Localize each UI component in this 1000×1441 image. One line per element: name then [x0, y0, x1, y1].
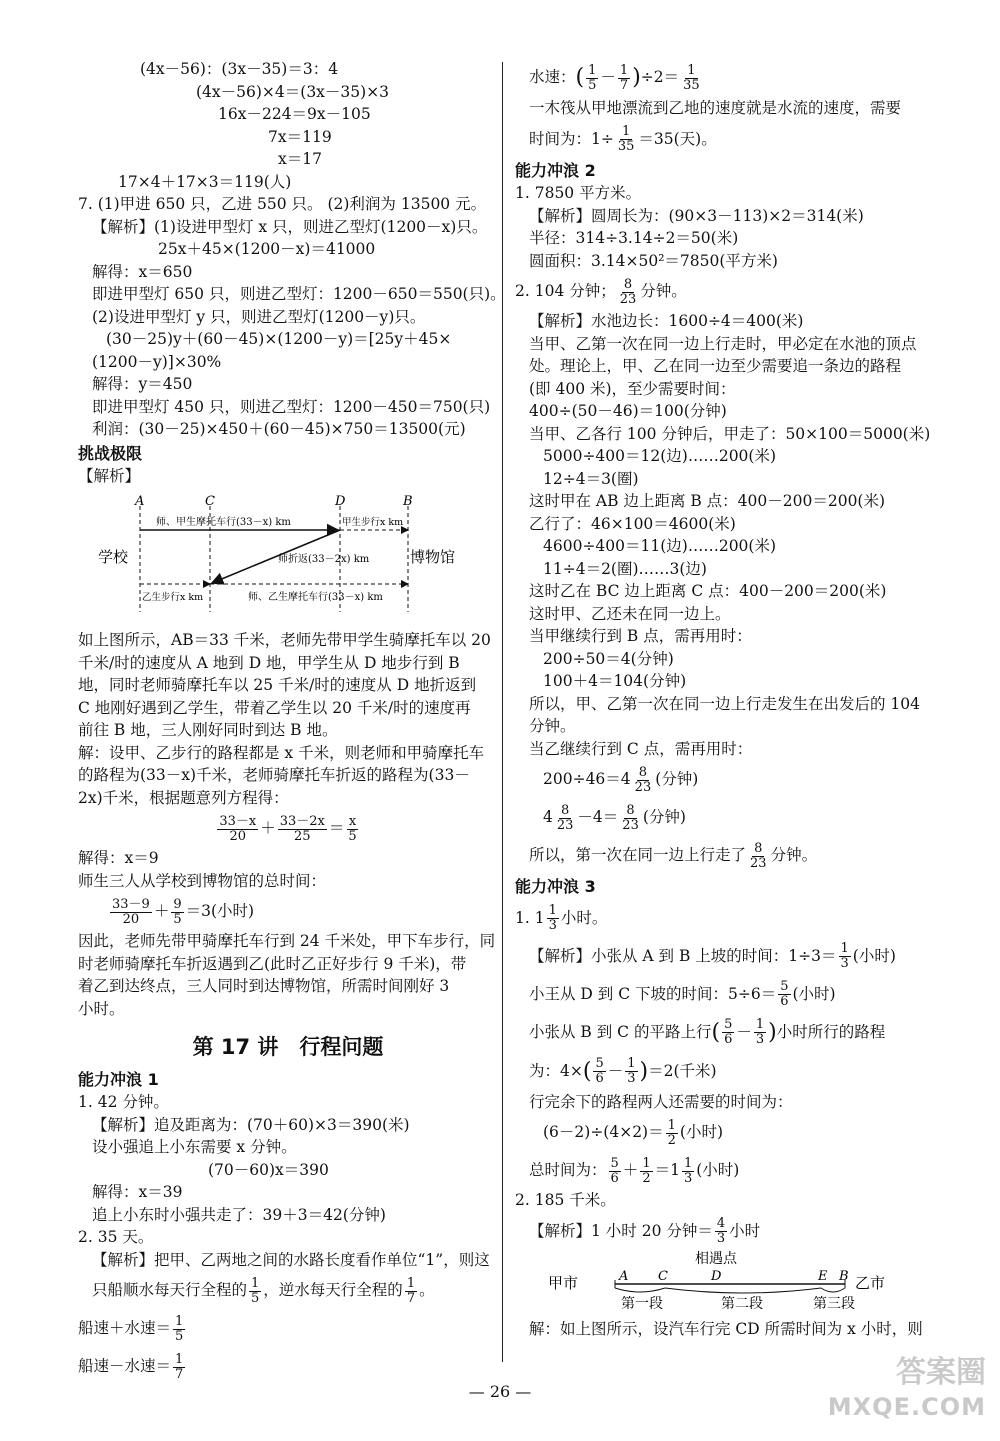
fraction: $\frac{33-x}{20}$: [219, 813, 257, 844]
text-line: 12÷4＝3(圈): [543, 469, 639, 488]
eq-line: 25x＋45×(1200－x)＝41000: [158, 240, 376, 258]
text-line: 着乙到达终点，三人同时到达博物馆，所需时间刚好 3: [78, 977, 450, 995]
point-e-label: E: [818, 1268, 828, 1284]
challenge-heading: 挑战极限: [78, 443, 143, 463]
text-line: 100＋4＝104(分钟): [543, 672, 687, 690]
text-line: 小时。: [78, 999, 125, 1018]
fraction: $\frac{5}{6}$: [610, 1155, 619, 1186]
fraction: $\frac{8}{23}$: [750, 840, 767, 871]
eq-line: 总时间为： $\frac{5}{6}$ ＋ $\frac{1}{2}$ ＝1 $\frac{1}{3}$ (小时): [529, 1155, 740, 1186]
text-line: 【解析】把甲、乙两地之间的水路长度看作单位“1”，则这: [92, 1250, 490, 1269]
text-line: 这时甲、乙还未在同一边上。: [529, 604, 731, 623]
text-line: 圆面积：3.14×50²＝7850(平方米): [529, 251, 778, 270]
text-line: 解得：x＝9: [78, 849, 159, 867]
fraction: $\frac{8}{23}$: [619, 276, 637, 307]
segment-1-label: 第一段: [621, 1295, 663, 1312]
text-line: 因此，老师先带甲骑摩托车行到 24 千米处，甲下车步行，同: [78, 932, 496, 950]
text-line: 即进甲型灯 450 只，则进乙型灯：1200－450＝750(只): [92, 397, 491, 416]
text-line: 地，同时老师骑摩托车以 25 千米/时的速度从 D 地折返到: [78, 676, 477, 694]
point-d-label: D: [335, 493, 346, 509]
section-heading-2: 能力冲浪 2: [515, 160, 596, 180]
yi-ride-label: 师、乙生摩托车行(33－x) km: [248, 591, 383, 603]
text-line: 当甲、乙第一次在同一边上行走时，甲必定在水池的顶点: [529, 334, 917, 353]
jia-walk-label: 甲生步行x km: [342, 516, 404, 528]
point-a-label: A: [619, 1268, 629, 1284]
fraction: $\frac{33-2x}{25}$: [279, 813, 325, 844]
eq-line: (4x－56)：(3x－35)＝3：4: [140, 60, 339, 78]
text-line: 乙行了：46×100＝4600(米): [529, 514, 736, 533]
section-heading-1: 能力冲浪 1: [78, 1069, 159, 1089]
point-d-label: D: [711, 1268, 722, 1284]
text-line: 解：设甲、乙步行的路程都是 x 千米，则老师和甲骑摩托车: [78, 743, 485, 762]
text-line: 半径：314÷3.14÷2＝50(米): [529, 229, 739, 247]
lecture-title: 第 17 讲 行程问题: [192, 1035, 384, 1059]
fraction: $\frac{5}{6}$: [724, 1017, 733, 1047]
fraction: $\frac{1}{3}$: [840, 941, 849, 971]
top-route-label: 师、甲生摩托车行(33－x) km: [156, 516, 291, 528]
text-line: 【解析】追及距离为：(70＋60)×3＝390(米): [92, 1115, 410, 1134]
text-line: 这时乙在 BC 边上距离 C 点：400－200＝200(米): [529, 582, 887, 600]
fraction: $\frac{33-9}{20}$: [112, 896, 150, 927]
school-label: 学校: [98, 547, 129, 566]
fraction: $\frac{1}{2}$: [642, 1155, 651, 1186]
point-b-label: B: [403, 493, 413, 509]
text-line: 5000÷400＝12(边)……200(米): [543, 447, 777, 465]
eq-line: 4 $\frac{8}{23}$ －4＝ $\frac{8}{23}$ (分钟): [543, 802, 686, 833]
segment-2-brace: [665, 1288, 821, 1293]
text-line: 2x)千米，根据题意列方程得：: [78, 788, 289, 807]
fraction: $\frac{1}{7}$: [406, 1275, 416, 1306]
fraction: $\frac{1}{7}$: [175, 1351, 184, 1382]
text-line: 4600÷400＝11(边)……200(米): [543, 537, 777, 555]
city-jia-label: 甲市: [548, 1273, 579, 1292]
analysis-tag: 【解析】: [78, 467, 141, 485]
text-line: 前往 B 地，三人刚好同时到达 B 地。: [78, 721, 338, 739]
text-line: 所以，第一次在同一边上行走了 $\frac{8}{23}$ 分钟。: [529, 840, 818, 871]
answer-line: 2. 104 分钟； $\frac{8}{23}$ 分钟。: [515, 276, 687, 307]
eq-line: 船速－水速＝ $\frac{1}{7}$: [78, 1351, 184, 1382]
segment-1-brace: [615, 1288, 665, 1292]
fraction: $\frac{1}{35}$: [617, 124, 635, 154]
text-line: 时间为：1÷ $\frac{1}{35}$ ＝35(天)。: [529, 124, 717, 154]
text-line: 【解析】(1)设进甲型灯 x 只，则进乙型灯(1200－x)只。: [92, 217, 488, 236]
text-line: 当乙继续行到 C 点，需再用时：: [529, 739, 753, 758]
answer-line: 2. 35 天。: [78, 1228, 154, 1246]
fraction: $\frac{1}{35}$: [683, 62, 700, 93]
text-line: 追上小东时小强共走了：39＋3＝42(分钟): [92, 1205, 386, 1224]
fraction: $\frac{5}{6}$: [595, 1056, 604, 1086]
text-line: 解得：x＝39: [92, 1183, 183, 1201]
answer-line: 1. 1 $\frac{1}{3}$ 小时。: [515, 903, 608, 933]
fraction: $\frac{1}{5}$: [251, 1275, 260, 1306]
fraction: $\frac{8}{23}$: [556, 802, 574, 833]
page-number: — 26 —: [468, 1382, 532, 1401]
text-line: 当甲继续行到 B 点，需再用时：: [529, 627, 752, 645]
equation-a: $\frac{33-x}{20}$ ＋ $\frac{33-2x}{25}$ ＝ $\frac{x}{5}$: [219, 813, 357, 844]
eq-line: (1200－y)]×30%: [92, 352, 222, 371]
yi-walk-label: 乙生步行x km: [142, 591, 204, 603]
meeting-point-label: 相遇点: [695, 1250, 737, 1267]
text-line: 如上图所示，AB＝33 千米，老师先带甲学生骑摩托车以 20: [78, 631, 491, 649]
point-c-label: C: [658, 1268, 668, 1284]
eq-line: 17×4＋17×3＝119(人): [118, 172, 292, 191]
fraction: $\frac{9}{5}$: [173, 896, 182, 927]
fraction: $\frac{4}{3}$: [716, 1216, 726, 1246]
text-line: 解得：y＝450: [92, 375, 193, 393]
text-line: 千米/时的速度从 A 地到 D 地，甲学生从 D 地步行到 B: [78, 653, 460, 672]
eq-line: 200÷46＝4 $\frac{8}{23}$ (分钟): [543, 764, 699, 795]
fraction: $\frac{8}{23}$: [634, 764, 652, 795]
eq-line: 7x＝119: [268, 127, 332, 146]
text-line: 分钟。: [529, 717, 576, 735]
return-route-label: 师折返(33－2x) km: [278, 553, 370, 565]
fraction: $\frac{1}{5}$: [175, 1313, 184, 1344]
watermark-logo: 答案圈 MXQE.COM: [827, 1355, 986, 1421]
fraction: $\frac{1}{7}$: [619, 62, 629, 93]
text-line: 【解析】水池边长：1600÷4＝400(米): [529, 312, 804, 330]
text-line: 【解析】小张从 A 到 B 上坡的时间：1÷3＝ $\frac{1}{3}$ (小时): [529, 941, 896, 971]
text-line: 解得：x＝650: [92, 262, 193, 281]
fraction: $\frac{1}{5}$: [588, 62, 597, 93]
text-line: 为：4×( $\frac{5}{6}$ － $\frac{1}{3}$ )＝2(千米): [529, 1056, 717, 1086]
text-line: 这时甲在 AB 边上距离 B 点：400－200＝200(米): [529, 492, 886, 510]
text-line: 即进甲型灯 650 只，则进乙型灯：1200－650＝550(只)。: [92, 285, 506, 303]
point-b-label: B: [839, 1268, 849, 1284]
eq-line: (70－60)x＝390: [208, 1160, 329, 1179]
question-7-answer: 7. (1)甲进 650 只，乙进 550 只。 (2)利润为 13500 元。: [78, 195, 487, 213]
text-line: 所以，甲、乙第一次在同一边上行走发生在出发后的 104: [529, 694, 921, 713]
fraction: $\frac{1}{3}$: [755, 1017, 765, 1047]
city-yi-label: 乙市: [855, 1273, 886, 1292]
text-line: (2)设进甲型灯 y 只，则进乙型灯(1200－y)只。: [92, 307, 426, 326]
text-line: 小王从 D 到 C 下坡的时间：5÷6＝ $\frac{5}{6}$ (小时): [529, 979, 836, 1009]
fraction: $\frac{1}{2}$: [667, 1117, 676, 1148]
right-column: [515, 58, 935, 1341]
text-line: 400÷(50－46)＝100(分钟): [529, 402, 727, 420]
fraction: $\frac{x}{5}$: [348, 813, 357, 844]
eq-line: x＝17: [278, 150, 322, 168]
column-divider: [502, 62, 503, 1362]
fraction: $\frac{8}{23}$: [622, 802, 639, 833]
fraction: $\frac{1}{3}$: [548, 903, 557, 933]
text-line: 解：如上图所示，设汽车行完 CD 所需时间为 x 小时，则: [529, 1320, 923, 1338]
text-line: 行完余下的路程两人还需要的时间为：: [529, 1092, 793, 1111]
text-line: 时老师骑摩托车折返遇到乙(此时乙正好步行 9 千米)，带: [78, 954, 467, 973]
text-line: 【解析】圆周长为：(90×3－113)×2＝314(米): [529, 206, 864, 225]
text-line: 11÷4＝2(圈)……3(边): [543, 559, 707, 578]
point-c-label: C: [205, 493, 215, 509]
fraction: $\frac{1}{3}$: [683, 1155, 693, 1186]
text-line: 只船顺水每天行全程的 $\frac{1}{5}$ ，逆水每天行全程的 $\frac{1}{7}$ 。: [92, 1275, 435, 1306]
text-line: 小张从 B 到 C 的平路上行( $\frac{5}{6}$ － $\frac{1}{3}$ )小时所行的路程: [529, 1017, 886, 1047]
fraction: $\frac{5}{6}$: [780, 979, 789, 1009]
eq-line: 16x－224＝9x－105: [218, 105, 371, 123]
text-line: (即 400 米)，至少需要时间：: [529, 379, 736, 398]
text-line: 200÷50＝4(分钟): [543, 649, 674, 668]
segment-3-brace: [821, 1288, 845, 1292]
text-line: 一木筏从甲地漂流到乙地的速度就是水流的速度，需要: [529, 99, 902, 117]
text-line: 当甲、乙各行 100 分钟后，甲走了：50×100＝5000(米): [529, 424, 931, 443]
eq-line: (30－25)y＋(60－45)×(1200－y)＝[25y＋45×: [106, 330, 452, 348]
eq-line: 船速＋水速＝ $\frac{1}{5}$: [78, 1313, 184, 1344]
segment-2-label: 第二段: [721, 1295, 763, 1312]
text-line: 【解析】1 小时 20 分钟＝ $\frac{4}{3}$ 小时: [529, 1216, 761, 1246]
museum-label: 博物馆: [410, 547, 456, 566]
eq-line: 水速：( $\frac{1}{5}$ － $\frac{1}{7}$ )÷2＝ $\frac{1}{35}$: [529, 62, 700, 93]
segment-3-label: 第三段: [813, 1295, 855, 1312]
left-column: [78, 58, 506, 1385]
answer-line: 2. 185 千米。: [515, 1191, 616, 1209]
route-diagram: [78, 494, 498, 619]
fraction: $\frac{1}{3}$: [627, 1056, 636, 1086]
point-a-label: A: [135, 493, 145, 509]
answer-line: 1. 7850 平方米。: [515, 184, 642, 202]
text-line: 师生三人从学校到博物馆的总时间：: [78, 871, 327, 890]
section-heading-3: 能力冲浪 3: [515, 877, 596, 896]
text-line: 处。理论上，甲、乙在同一边至少需要追一条边的路程: [529, 357, 902, 375]
answer-line: 1. 42 分钟。: [78, 1093, 169, 1111]
text-line: 利润：(30－25)×450＋(60－45)×750＝13500(元): [92, 420, 466, 438]
text-line: 设小强追上小东需要 x 分钟。: [92, 1138, 297, 1156]
eq-line: (6－2)÷(4×2)＝ $\frac{1}{2}$ (小时): [543, 1117, 724, 1148]
text-line: C 地刚好遇到乙学生，带着乙学生以 20 千米/时的速度再: [78, 698, 471, 717]
text-line: 的路程为(33－x)千米，老师骑摩托车折返的路程为(33－: [78, 766, 470, 784]
road-diagram: [515, 1250, 935, 1312]
equation-b: $\frac{33-9}{20}$ ＋ $\frac{9}{5}$ ＝3(小时): [112, 896, 255, 927]
eq-line: (4x－56)×4＝(3x－35)×3: [196, 82, 390, 101]
